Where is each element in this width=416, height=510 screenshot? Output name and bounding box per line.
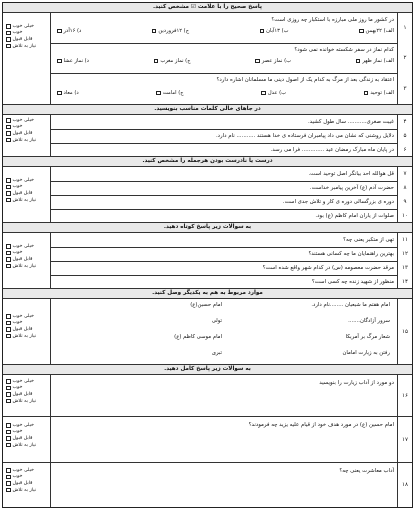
grade-option[interactable] [6,137,50,144]
option-label: ج) ۱۲فروردین [158,28,190,34]
grade-label: خیلی خوب [12,467,34,473]
question-text: دوره ی بزرگسالی دوره ی کار و تلاش جدی است. [282,199,394,205]
checkbox[interactable] [57,29,62,34]
grade-label: قابل قبول [12,435,33,441]
option-label: ج) امامت [162,90,184,96]
option[interactable] [259,89,286,97]
grade-label: نیاز به تلاش [12,137,37,143]
grade-option[interactable] [6,30,50,37]
checkbox[interactable] [156,91,161,96]
question-text: غیبت صغری........... سال طول کشید. [307,119,394,125]
question-row [3,417,412,463]
grade-option[interactable] [6,313,50,320]
grade-box [3,299,51,364]
checkbox[interactable] [6,44,11,49]
grade-option[interactable] [6,378,50,385]
grade-label: نیاز به تلاش [12,333,37,339]
question-text: تهی از متکبر یعنی چه؟ [343,237,394,243]
section-fill-blank [3,115,412,157]
grade-label: قابل قبول [12,256,33,262]
grade-box [3,115,51,156]
question-row [3,375,412,417]
checkbox[interactable] [6,443,11,448]
option-label: ب) نماز عصر [261,58,292,64]
match-item-right: شعار مرگ بر آمریکا [345,334,390,340]
option-label: د) نماز عشا [63,58,89,64]
checkbox[interactable] [6,244,11,249]
option[interactable] [150,27,189,35]
match-item-right: سرور آزادگان....... [348,318,390,324]
divider [51,73,397,74]
checkbox[interactable] [261,91,266,96]
checkbox[interactable] [260,29,265,34]
grade-label: نیاز به تلاش [12,197,37,203]
divider [51,261,397,262]
grade-label: خیلی خوب [12,117,34,123]
grade-option[interactable] [6,130,50,137]
grade-label: قابل قبول [12,326,33,332]
options-row [55,27,394,35]
question-number: ۱۶ [397,375,412,416]
checkbox[interactable] [57,91,62,96]
question-number: ۲ [397,43,412,73]
grade-label: نیاز به تلاش [12,442,37,448]
question-text: اعتقاد به زندگی بعد از مرگ به کدام یک از اصول دینی ما مسلمانان اشاره دارد؟ [216,77,394,83]
grade-label: خوب [12,474,23,480]
option[interactable] [55,89,79,97]
checkbox[interactable] [6,468,11,473]
option[interactable] [357,27,394,35]
checkbox[interactable] [6,257,11,262]
grade-label: نیاز به تلاش [12,43,37,49]
checkbox[interactable] [6,251,11,256]
question-text: کدام نماز در سفر شکسته خوانده نمی شود؟ [294,47,394,53]
option[interactable] [253,57,291,65]
match-item-left: امام حسین(ع) [190,302,222,308]
grade-label: خیلی خوب [12,313,34,319]
section-header-multiple-choice: پاسخ صحیح را با علامت ☑ مشخص کنید. [3,3,412,13]
checkbox[interactable] [6,379,11,384]
match-item-left: تولی [211,318,222,324]
grade-option[interactable] [6,124,50,131]
option[interactable] [55,27,81,35]
grade-label: خوب [12,320,23,326]
checkbox[interactable] [6,321,11,326]
question-number: ۱۲ [397,247,412,261]
grade-option[interactable] [6,487,50,494]
checkbox[interactable] [6,131,11,136]
match-item-left: تبری [211,350,222,356]
section-matching [3,299,412,365]
option[interactable] [154,89,183,97]
section-header-matching: موارد مربوط به هم به یکدیگر وصل کنید. [3,289,412,299]
grade-label: قابل قبول [12,480,33,486]
grade-label: خوب [12,184,23,190]
checkbox[interactable] [6,475,11,480]
grade-option[interactable] [6,422,50,429]
question-number: ۱۵ [397,299,412,364]
question-text: در پایان ماه مبارک رمضان عید ............. فرا می رسد. [270,147,394,153]
grade-label: قابل قبول [12,391,33,397]
section-header-fill-blank: در جاهای خالی کلمات مناسب بنویسید. [3,105,412,115]
grade-option[interactable] [6,184,50,191]
divider [51,129,397,130]
grade-option[interactable] [6,23,50,30]
divider [51,209,397,210]
option[interactable] [362,89,394,97]
grade-label: نیاز به تلاش [12,487,37,493]
question-number: ۷ [397,167,412,181]
checkbox[interactable] [6,430,11,435]
grade-box [3,167,51,222]
divider [51,181,397,182]
checkbox[interactable] [359,29,364,34]
grade-option[interactable] [6,467,50,474]
match-item-right: رفتن به زیارت امامان [342,350,390,356]
exam-sheet [2,2,413,508]
question-text: بهترین راهنمایان ما چه کسانی هستند؟ [308,251,394,257]
option-label: ب) عدل [267,90,287,96]
checkbox[interactable] [6,392,11,397]
grade-option[interactable] [6,43,50,50]
grade-option[interactable] [6,385,50,392]
grade-label: خیلی خوب [12,422,34,428]
checkbox[interactable] [6,125,11,130]
question-number: ۳ [397,73,412,104]
checkbox[interactable] [255,59,260,64]
grade-option[interactable] [6,480,50,487]
grade-label: خیلی خوب [12,177,34,183]
section-header-short-answer: به سوالات زیر پاسخ کوتاه دهید. [3,223,412,233]
grade-option[interactable] [6,36,50,43]
grade-box [3,233,51,288]
question-number: ۵ [397,129,412,143]
grade-label: قابل قبول [12,190,33,196]
grade-label: خوب [12,124,23,130]
grade-box [3,13,51,104]
section-header-true-false: درست یا نادرست بودن هرجمله را مشخص کنید. [3,157,412,167]
checkbox[interactable] [6,31,11,36]
question-number: ۱۳ [397,261,412,275]
checkbox[interactable] [154,59,159,64]
match-item-left: امام موسی کاظم (ع) [174,334,222,340]
checkbox[interactable] [6,423,11,428]
grade-label: خوب [12,30,23,36]
option-label: الف) ۲۲بهمن [365,28,394,34]
divider [51,195,397,196]
grade-label: خوب [12,385,23,391]
question-number: ۸ [397,181,412,195]
question-number: ۶ [397,143,412,156]
checkbox[interactable] [6,481,11,486]
grade-box [3,375,51,416]
question-text: دلایل روشنی که نشان می داد پیامبران فرستاده ی خدا هستند ........... نام دارد. [215,133,394,139]
grade-option[interactable] [6,398,50,405]
checkbox[interactable] [6,198,11,203]
grade-option[interactable] [6,442,50,449]
question-number: ۱۱ [397,233,412,247]
options-row [55,89,394,97]
grade-option[interactable] [6,435,50,442]
checkbox[interactable] [6,386,11,391]
checkbox[interactable] [356,59,361,64]
grade-option[interactable] [6,250,50,257]
divider [51,143,397,144]
option-label: ج) نماز مغرب [160,58,191,64]
grade-label: خیلی خوب [12,243,34,249]
question-number: ۹ [397,195,412,209]
question-number: ۱ [397,13,412,43]
grade-label: خیلی خوب [12,378,34,384]
checkbox[interactable] [6,334,11,339]
option-label: الف) نماز ظهر [362,58,394,64]
checkbox[interactable] [6,264,11,269]
option[interactable] [55,57,89,65]
grade-label: نیاز به تلاش [12,263,37,269]
grade-label: خوب [12,250,23,256]
question-text: مرقد حضرت معصومه (س) در کدام شهر واقع شده است؟ [262,265,394,271]
match-item-right: امام هفتم ما شیعیان ........نام دارد. [311,302,390,308]
question-text: در کشور ما روز ملی مبارزه با استکبار چه روزی است؟ [271,17,394,23]
checkbox[interactable] [6,314,11,319]
grade-label: قابل قبول [12,36,33,42]
option-label: ب) ۱۳آبان [266,28,289,34]
option-label: د) معاد [63,90,79,96]
checkbox[interactable] [6,178,11,183]
section-true-false [3,167,412,223]
option[interactable] [354,57,394,65]
question-text: منظور از شهید زنده چه کسی است؟ [311,279,394,285]
option-label: الف) توحید [370,90,394,96]
grade-option[interactable] [6,177,50,184]
question-text: آداب معاشرت یعنی چه؟ [339,468,394,474]
grade-option[interactable] [6,474,50,481]
question-number: ۴ [397,115,412,129]
checkbox[interactable] [6,37,11,42]
question-text: حضرت آدم (ع) آخرین پیامبر خداست. [309,185,394,191]
question-text: امام حسین (ع) در مورد هدف خود از قیام علیه یزید چه فرمودند؟ [248,422,394,428]
grade-box [3,417,51,462]
checkbox[interactable] [364,91,369,96]
checkbox[interactable] [57,59,62,64]
option-label: د) ۱۶آذر [63,28,82,34]
grade-option[interactable] [6,333,50,340]
grade-option[interactable] [6,190,50,197]
grade-option[interactable] [6,256,50,263]
option[interactable] [258,27,289,35]
question-number: ۱۷ [397,417,412,462]
grade-option[interactable] [6,429,50,436]
section-short-answer [3,233,412,289]
divider [51,275,397,276]
divider [51,247,397,248]
checkbox[interactable] [6,327,11,332]
checkbox[interactable] [6,185,11,190]
grade-option[interactable] [6,263,50,270]
grade-label: قابل قبول [12,130,33,136]
question-number: ۱۸ [397,463,412,507]
checkbox[interactable] [6,118,11,123]
checkbox[interactable] [152,29,157,34]
grade-option[interactable] [6,243,50,250]
options-row [55,57,394,65]
question-text: قل هوالله احد بیانگر اصل توحید است. [308,171,394,177]
grade-label: نیاز به تلاش [12,398,37,404]
question-text: صلوات از یاران امام کاظم (ع) بود. [315,213,394,219]
checkbox[interactable] [6,488,11,493]
option[interactable] [152,57,191,65]
grade-option[interactable] [6,117,50,124]
section-multiple-choice [3,13,412,105]
grade-option[interactable] [6,320,50,327]
grade-option[interactable] [6,326,50,333]
grade-box [3,463,51,507]
grade-option[interactable] [6,197,50,204]
checkbox[interactable] [6,138,11,143]
checkbox[interactable] [6,24,11,29]
question-row [3,463,412,507]
grade-label: خیلی خوب [12,23,34,29]
checkbox[interactable] [6,436,11,441]
question-number: ۱۰ [397,209,412,222]
grade-label: خوب [12,429,23,435]
question-number: ۱۴ [397,275,412,288]
section-header-full-answer: به سوالات زیر پاسخ کامل دهید. [3,365,412,375]
checkbox[interactable] [6,191,11,196]
divider [51,43,397,44]
checkbox[interactable] [6,399,11,404]
grade-option[interactable] [6,391,50,398]
question-text: دو مورد از آداب زیارت را بنویسید [319,380,394,386]
